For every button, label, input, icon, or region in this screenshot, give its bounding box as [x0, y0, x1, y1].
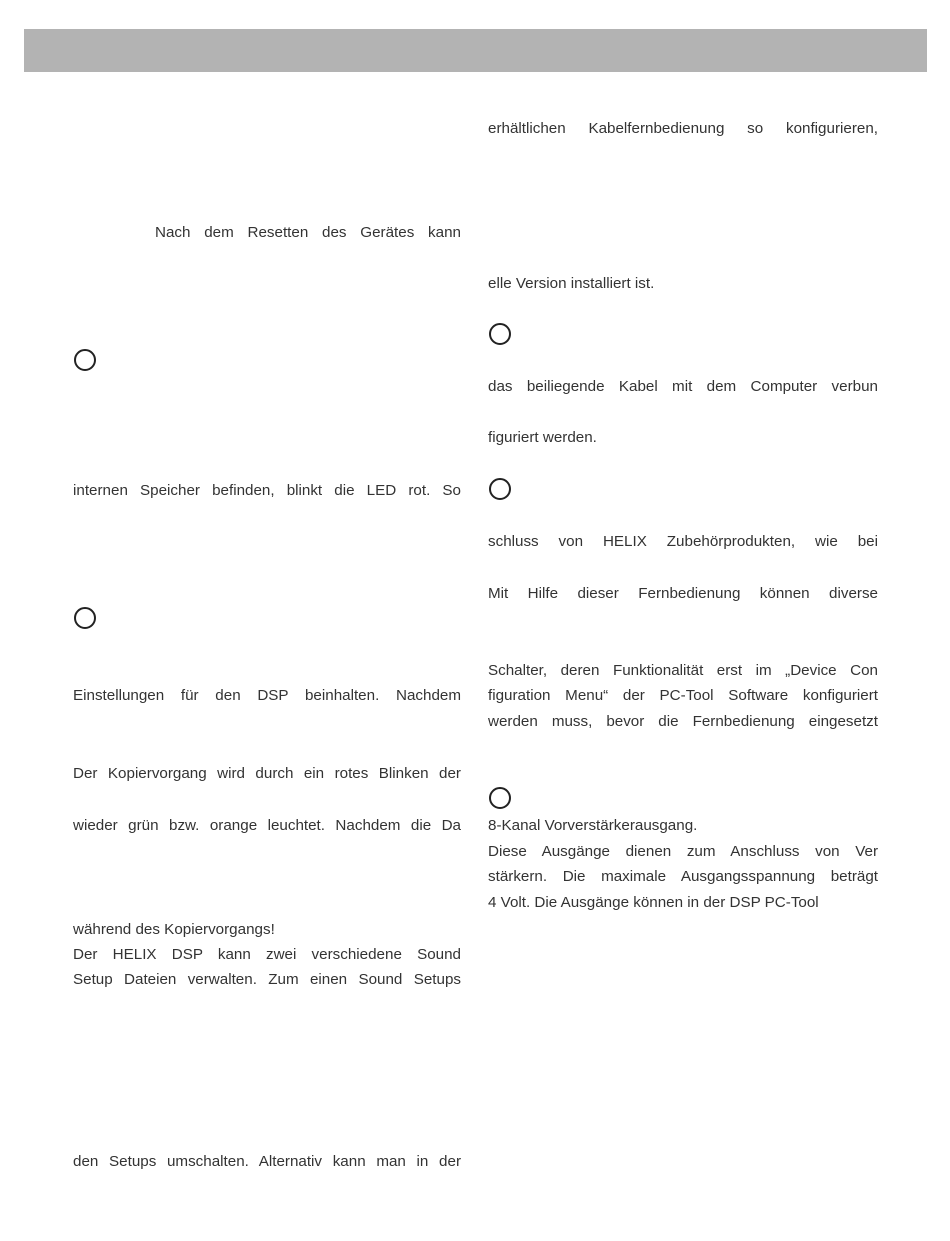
right-line: Diese Ausgänge dienen zum Anschluss von Ver	[488, 843, 878, 860]
right-line: Schalter, deren Funktionalität erst im „Device Con	[488, 662, 878, 679]
right-line: 4 Volt. Die Ausgänge können in der DSP PC-Tool	[488, 894, 819, 911]
right-line: erhältlichen Kabelfernbedienung so konfigurieren,	[488, 120, 878, 137]
left-line: Setup Dateien verwalten. Zum einen Sound Setups	[73, 971, 461, 988]
left-line: Der HELIX DSP kann zwei verschiedene Sound	[73, 946, 461, 963]
section-marker-icon	[489, 323, 511, 345]
left-line: den Setups umschalten. Alternativ kann man in der	[73, 1153, 461, 1170]
right-line: figuration Menu“ der PC-Tool Software konfiguriert	[488, 687, 878, 704]
right-line: das beiliegende Kabel mit dem Computer verbun	[488, 378, 878, 395]
left-line: Nach dem Resetten des Gerätes kann	[155, 224, 461, 241]
right-line: figuriert werden.	[488, 429, 597, 446]
left-line: während des Kopiervorgangs!	[73, 921, 275, 938]
left-line: Der Kopiervorgang wird durch ein rotes Blinken der	[73, 765, 461, 782]
right-line: stärkern. Die maximale Ausgangsspannung beträgt	[488, 868, 878, 885]
section-marker-icon	[489, 787, 511, 809]
right-line: schluss von HELIX Zubehörprodukten, wie bei	[488, 533, 878, 550]
section-marker-icon	[74, 349, 96, 371]
right-line: Mit Hilfe dieser Fernbedienung können diverse	[488, 585, 878, 602]
left-line: wieder grün bzw. orange leuchtet. Nachdem die Da	[73, 817, 461, 834]
header-bar	[24, 29, 927, 72]
right-line: werden muss, bevor die Fernbedienung eingesetzt	[488, 713, 878, 730]
left-line: internen Speicher befinden, blinkt die LED rot. So	[73, 482, 461, 499]
right-line: elle Version installiert ist.	[488, 275, 655, 292]
section-marker-icon	[74, 607, 96, 629]
section-marker-icon	[489, 478, 511, 500]
left-line: Einstellungen für den DSP beinhalten. Nachdem	[73, 687, 461, 704]
right-line: 8-Kanal Vorverstärkerausgang.	[488, 817, 698, 834]
